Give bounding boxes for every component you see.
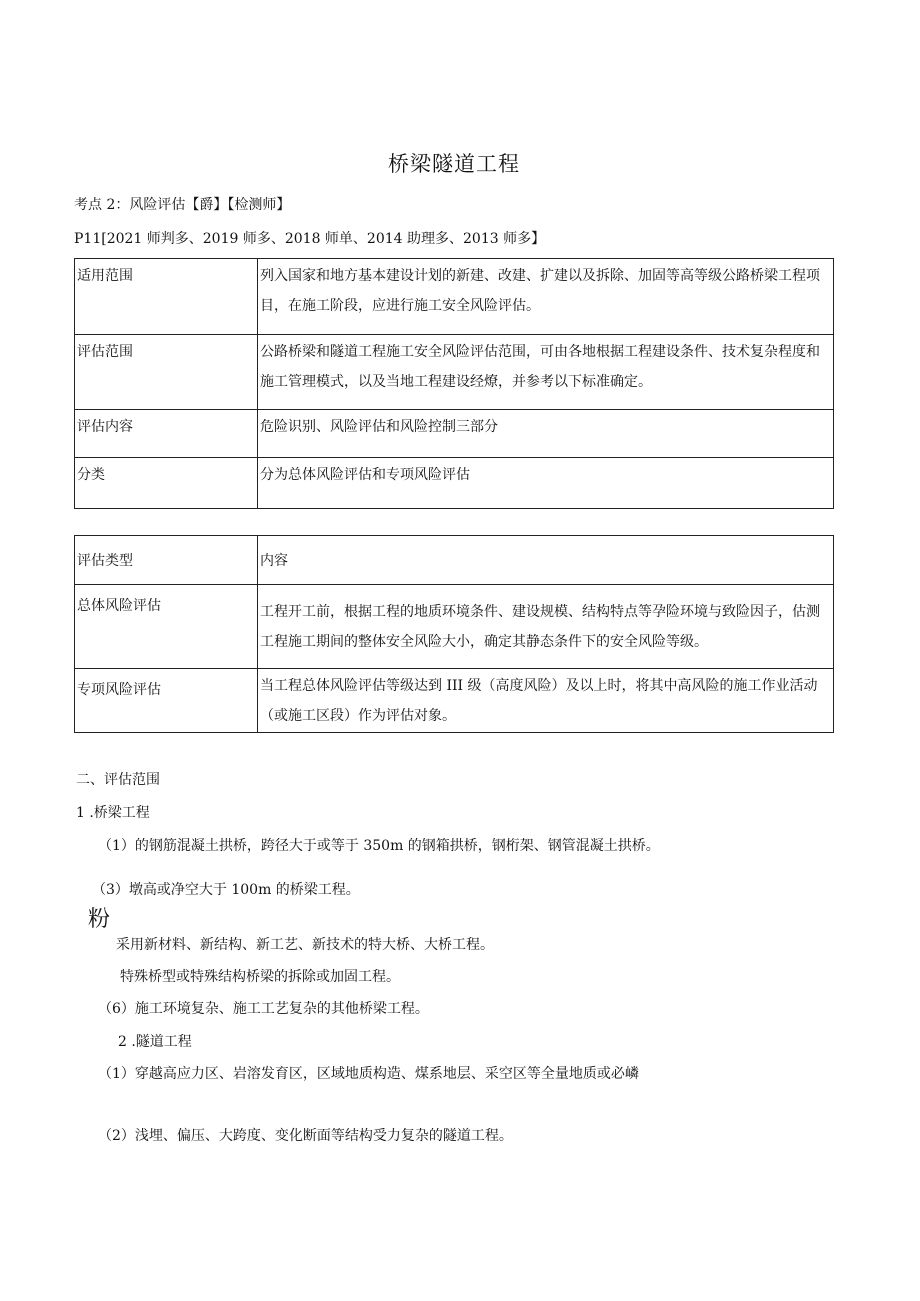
tunnel-heading: 2 .隧道工程: [118, 1034, 192, 1050]
table-header-content: 内容: [258, 536, 834, 585]
table-row: [75, 585, 834, 669]
exam-point-heading: 考点 2：风险评估【爵】【检测师】: [74, 197, 291, 213]
list-item: （3）墩高或净空大于 100m 的桥梁工程。: [92, 882, 360, 898]
stray-character: 粉: [88, 907, 111, 932]
table-row: [75, 410, 834, 458]
evaluation-type-table: [74, 535, 834, 733]
table-cell-value: 工程开工前，根据工程的地质环境条件、建设规模、结构特点等孕险环境与致险因子，估测工程施工期间的整体安全风险大小，确定其静态条件下的安全风险等级。: [258, 585, 834, 669]
list-item: （1）穿越高应力区、岩溶发育区，区域地质构造、煤系地层、采空区等全量地质或必嶙: [98, 1066, 639, 1082]
table-row: [75, 458, 834, 509]
table-cell-label: 分类: [75, 458, 258, 509]
table-cell-label: 专项风险评估: [75, 669, 258, 733]
table-row: [75, 335, 834, 410]
table-cell-value: 危险识别、风险评估和风险控制三部分: [258, 410, 834, 458]
table-cell-label: 评估范围: [75, 335, 258, 410]
section-heading: 二、评估范围: [76, 772, 160, 788]
table-cell-value: 公路桥梁和隧道工程施工安全风险评估范围，可由各地根据工程建设条件、技术复杂程度和施工管理模式，以及当地工程建设经燎，并参考以下标准确定。: [258, 335, 834, 410]
table-cell-label: 评估内容: [75, 410, 258, 458]
table-cell-value: 分为总体风险评估和专项风险评估: [258, 458, 834, 509]
page-title: 桥梁隧道工程: [388, 152, 520, 176]
scope-table: [74, 258, 834, 509]
table-cell-value: 当工程总体风险评估等级达到 III 级（高度风险）及以上时，将其中高风险的施工作业活动（或施工区段）作为评估对象。: [258, 669, 834, 733]
table-cell-value: 列入国家和地方基本建设计划的新建、改建、扩建以及拆除、加固等高等级公路桥梁工程项目，在施工阶段，应进行施工安全风险评估。: [258, 259, 834, 335]
exam-reference-line: P11[2021 师判多、2019 师多、2018 师单、2014 助理多、2013 师多】: [74, 231, 546, 247]
list-item: （2）浅埋、偏压、大跨度、变化断面等结构受力复杂的隧道工程。: [98, 1128, 513, 1144]
list-item: 采用新材料、新结构、新工艺、新技术的特大桥、大桥工程。: [116, 937, 494, 953]
list-item: （1）的钢筋混凝土拱桥，跨径大于或等于 350m 的钢箱拱桥，钢桁架、钢管混凝土拱桥。: [98, 838, 660, 854]
list-item: （6）施工环境复杂、施工工艺复杂的其他桥梁工程。: [98, 1001, 429, 1017]
table-header-type: 评估类型: [75, 536, 258, 585]
table-cell-label: 总体风险评估: [75, 585, 258, 669]
table-cell-label: 适用范围: [75, 259, 258, 335]
table-header-row: [75, 536, 834, 585]
table-row: [75, 259, 834, 335]
list-item: 特殊桥型或特殊结构桥梁的拆除或加固工程。: [120, 969, 400, 985]
bridge-heading: 1 .桥梁工程: [76, 805, 150, 821]
table-row: [75, 669, 834, 733]
